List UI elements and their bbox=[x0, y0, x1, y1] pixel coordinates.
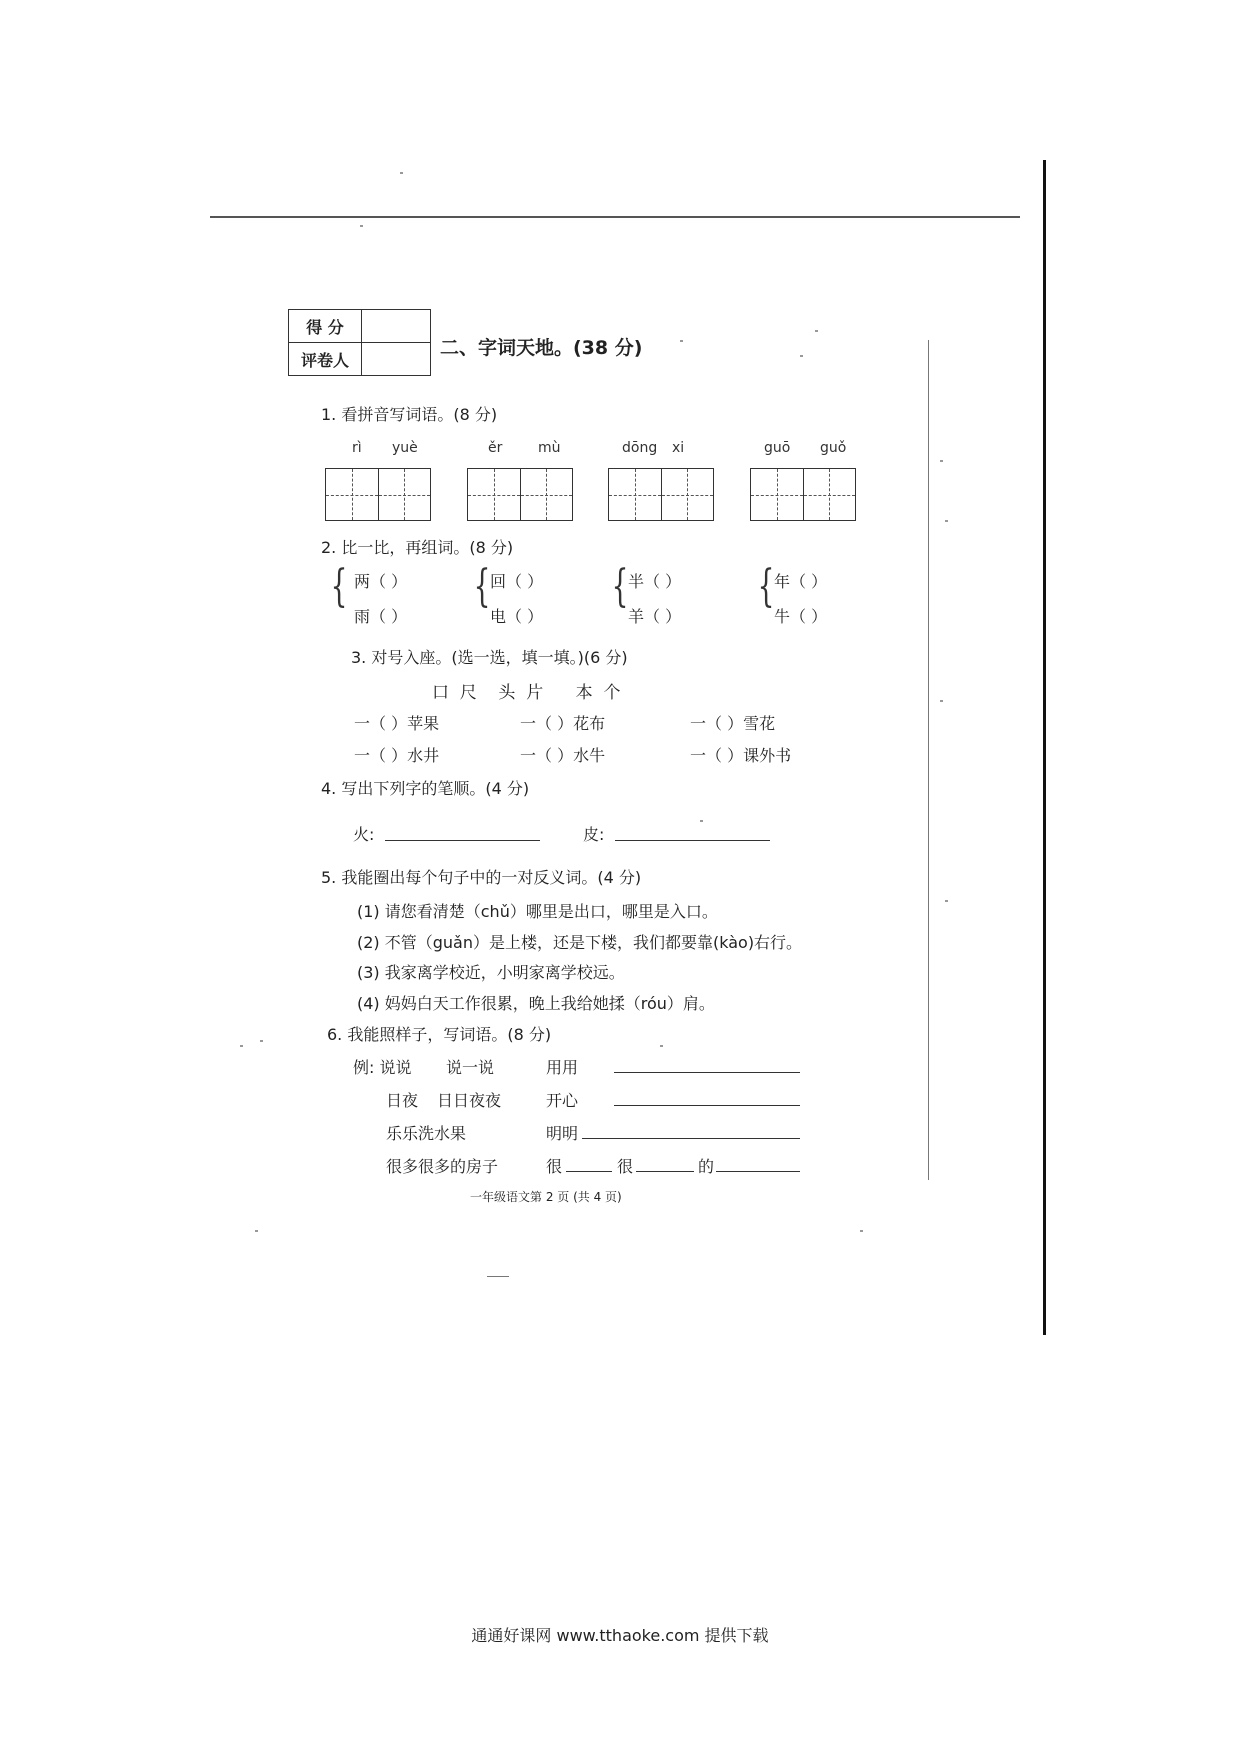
q6-r4-line-1[interactable] bbox=[566, 1171, 612, 1172]
q6-r1-b: 说一说 bbox=[446, 1058, 495, 1077]
stroke-item-huo: 火: bbox=[353, 825, 375, 844]
q3-options: 口 尺 头 片 本 个 bbox=[432, 683, 621, 703]
q6-r3-a: 乐乐洗水果 bbox=[386, 1124, 467, 1143]
scan-speck bbox=[860, 1230, 863, 1232]
scan-speck bbox=[940, 460, 943, 462]
q1-title: 1. 看拼音写词语。(8 分) bbox=[321, 405, 498, 424]
scan-speck bbox=[700, 820, 703, 822]
q3-r1-c2: 一（ ）花布 bbox=[520, 714, 606, 733]
writing-grid-3[interactable] bbox=[608, 468, 714, 521]
compare-2b: 电（ ） bbox=[490, 607, 544, 626]
q3-r2-c1: 一（ ）水井 bbox=[354, 746, 440, 765]
q6-r2-line[interactable] bbox=[614, 1105, 800, 1106]
q6-r3-line[interactable] bbox=[582, 1138, 800, 1139]
q6-r4-a: 很多很多的房子 bbox=[386, 1157, 499, 1176]
writing-grid-4[interactable] bbox=[750, 468, 856, 521]
score-blank[interactable] bbox=[362, 310, 431, 343]
q6-r2-a: 日夜 bbox=[386, 1091, 419, 1110]
top-rule bbox=[210, 216, 1020, 218]
right-inner-line bbox=[928, 340, 929, 1180]
pinyin-4b: guǒ bbox=[820, 440, 847, 456]
brace-2: { bbox=[473, 561, 491, 612]
grader-label: 评卷人 bbox=[289, 343, 362, 376]
q6-r4-de: 的 bbox=[698, 1157, 715, 1176]
grader-blank[interactable] bbox=[362, 343, 431, 376]
q6-r4-line-3[interactable] bbox=[716, 1171, 800, 1172]
scan-speck bbox=[945, 520, 948, 522]
q3-r1-c1: 一（ ）苹果 bbox=[354, 714, 440, 733]
q6-r1-line[interactable] bbox=[614, 1072, 800, 1073]
scan-speck bbox=[800, 355, 803, 357]
compare-4b: 牛（ ） bbox=[774, 607, 828, 626]
pinyin-1b: yuè bbox=[392, 440, 418, 456]
scan-speck bbox=[260, 1040, 263, 1042]
q6-r4-line-2[interactable] bbox=[636, 1171, 694, 1172]
q6-r4-hen: 很 bbox=[617, 1157, 634, 1176]
q4-title: 4. 写出下列字的笔顺。(4 分) bbox=[321, 779, 530, 798]
scan-speck bbox=[255, 1230, 258, 1232]
brace-3: { bbox=[611, 561, 629, 612]
q3-r2-c3: 一（ ）课外书 bbox=[690, 746, 792, 765]
stroke-line-pi[interactable] bbox=[615, 840, 770, 841]
download-credit: 通通好课网 www.tthaoke.com 提供下载 bbox=[471, 1626, 769, 1645]
q6-r4-c: 很 bbox=[546, 1157, 563, 1176]
q2-title: 2. 比一比，再组词。(8 分) bbox=[321, 538, 514, 557]
q3-r2-c2: 一（ ）水牛 bbox=[520, 746, 606, 765]
q5-sentence-3: (3) 我家离学校近，小明家离学校远。 bbox=[357, 963, 625, 982]
score-label: 得 分 bbox=[289, 310, 362, 343]
scan-speck bbox=[680, 340, 683, 342]
q3-r1-c3: 一（ ）雪花 bbox=[690, 714, 776, 733]
pinyin-3b: xi bbox=[672, 440, 685, 456]
stroke-item-pi: 皮: bbox=[583, 825, 605, 844]
right-binding-line bbox=[1043, 160, 1046, 1335]
q6-title: 6. 我能照样子，写词语。(8 分) bbox=[327, 1025, 552, 1044]
pinyin-1a: rì bbox=[352, 440, 362, 456]
pinyin-3a: dōng bbox=[622, 440, 658, 456]
brace-4: { bbox=[757, 561, 775, 612]
q5-title: 5. 我能圈出每个句子中的一对反义词。(4 分) bbox=[321, 868, 642, 887]
pinyin-2b: mù bbox=[538, 440, 561, 456]
q6-r2-c: 开心 bbox=[546, 1091, 579, 1110]
compare-4a: 年（ ） bbox=[774, 572, 828, 591]
stroke-line-huo[interactable] bbox=[385, 840, 540, 841]
score-table bbox=[288, 309, 431, 376]
compare-1b: 雨（ ） bbox=[354, 607, 408, 626]
q6-r1-a: 例: 说说 bbox=[353, 1058, 412, 1077]
q5-sentence-2: (2) 不管（guǎn）是上楼，还是下楼，我们都要靠(kào)右行。 bbox=[357, 933, 803, 952]
compare-3b: 羊（ ） bbox=[628, 607, 682, 626]
brace-1: { bbox=[330, 561, 348, 612]
writing-grid-1[interactable] bbox=[325, 468, 431, 521]
scan-speck bbox=[240, 1045, 243, 1047]
q6-r3-c: 明明 bbox=[546, 1124, 579, 1143]
section-title: 二、字词天地。(38 分) bbox=[440, 337, 643, 359]
pinyin-2a: ěr bbox=[488, 440, 503, 456]
pinyin-4a: guō bbox=[764, 440, 791, 456]
q3-title: 3. 对号入座。(选一选，填一填。)(6 分) bbox=[351, 648, 628, 667]
footer-dash bbox=[487, 1276, 509, 1277]
scan-speck bbox=[400, 172, 403, 174]
q6-r1-c: 用用 bbox=[546, 1058, 579, 1077]
writing-grid-2[interactable] bbox=[467, 468, 573, 521]
q6-r2-b: 日日夜夜 bbox=[437, 1091, 502, 1110]
page-footer: 一年级语文第 2 页 (共 4 页) bbox=[470, 1190, 622, 1204]
scan-speck bbox=[360, 225, 363, 227]
compare-1a: 两（ ） bbox=[354, 572, 408, 591]
scan-speck bbox=[940, 700, 943, 702]
scan-speck bbox=[945, 900, 948, 902]
scan-speck bbox=[660, 1045, 663, 1047]
q5-sentence-1: (1) 请您看清楚（chǔ）哪里是出口，哪里是入口。 bbox=[357, 902, 718, 921]
q5-sentence-4: (4) 妈妈白天工作很累，晚上我给她揉（róu）肩。 bbox=[357, 994, 715, 1013]
compare-2a: 回（ ） bbox=[490, 572, 544, 591]
scan-speck bbox=[815, 330, 818, 332]
compare-3a: 半（ ） bbox=[628, 572, 682, 591]
